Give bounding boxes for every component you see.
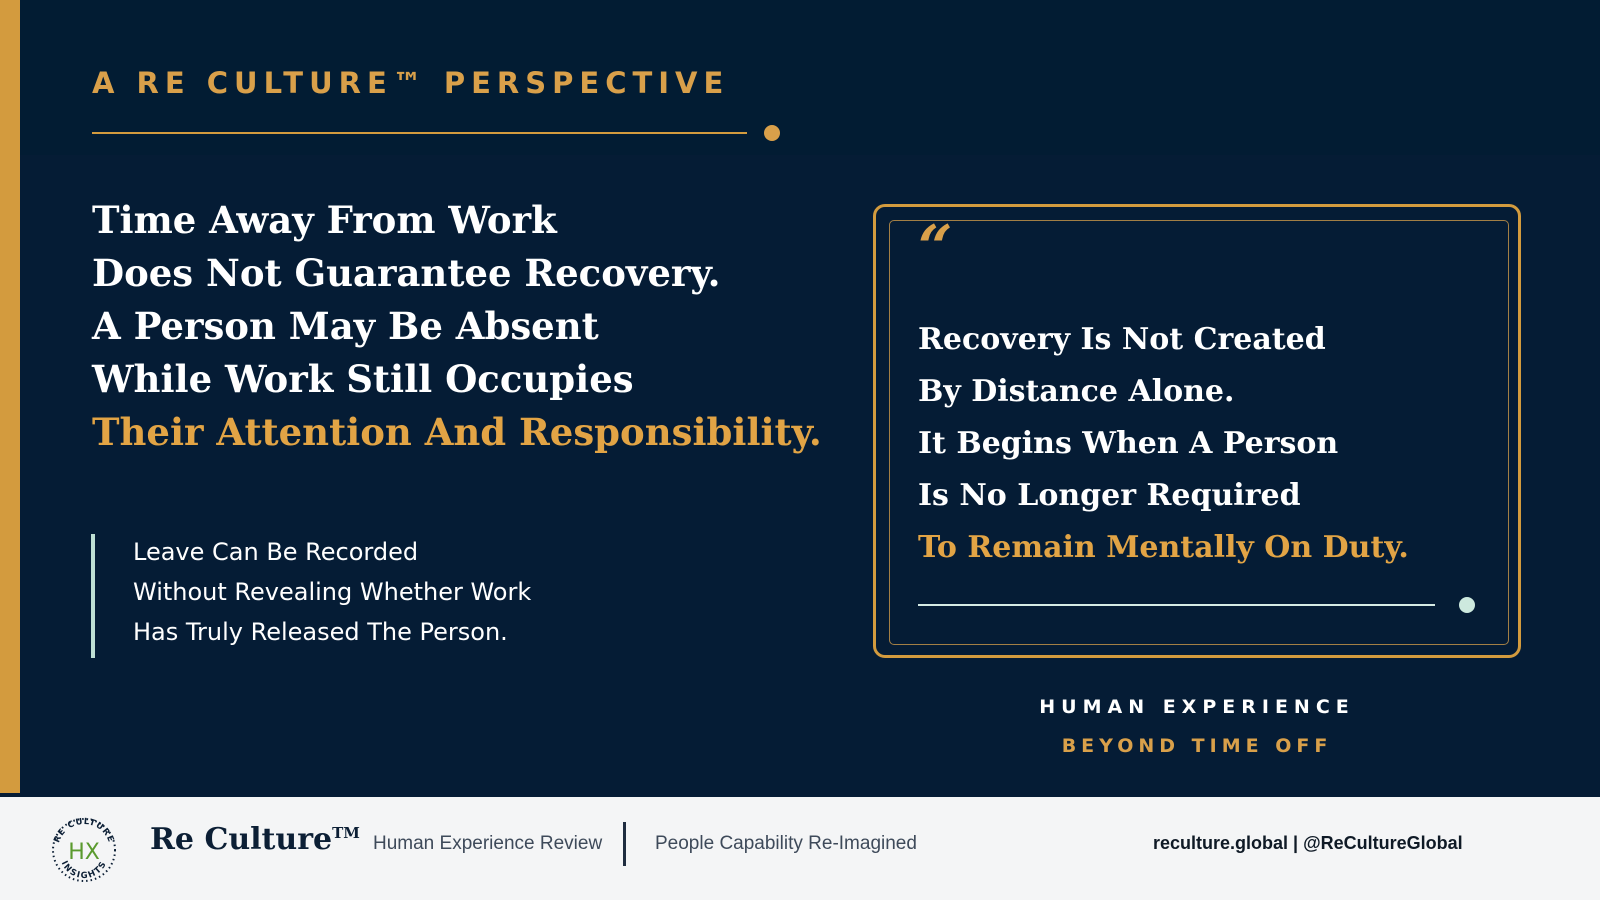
headline-highlight: Their Attention And Responsibility. [92,410,822,454]
quote-mark-icon: “ [918,213,953,283]
svg-text:RE CULTURE: RE CULTURE [52,816,116,845]
quote-text [918,314,1508,574]
note-line: Leave Can Be Recorded [133,538,419,566]
tagline-secondary: BEYOND TIME OFF [1061,735,1333,757]
quote-line: By Distance Alone. [918,374,1235,409]
section-kicker: A RE CULTURE™ PERSPECTIVE [92,66,730,100]
side-note [91,534,531,658]
trademark-mark: TM [332,824,360,842]
svg-text:INSIGHTS: INSIGHTS [58,859,110,882]
footer-contact: reculture.global | @ReCultureGlobal [1153,833,1463,853]
headline-line: While Work Still Occupies [92,357,634,401]
left-accent-bar [0,0,20,793]
brand-name: Re Culture™ [150,822,360,857]
kicker-dot [764,125,780,141]
svg-text:HX: HX [68,840,100,865]
quote-divider [918,604,1435,606]
headline-line: Time Away From Work [92,198,557,242]
tagline-primary: HUMAN EXPERIENCE [1039,696,1355,718]
footer-divider [623,822,626,866]
quote-dot [1459,597,1475,613]
kicker-divider [92,132,747,134]
quote-highlight: To Remain Mentally On Duty. [918,530,1409,565]
footer-item-review: Human Experience Review [373,833,603,854]
re-culture-insights-logo [48,812,120,884]
headline [92,194,852,459]
headline-line: A Person May Be Absent [92,304,599,348]
quote-line: Recovery Is Not Created [918,322,1326,357]
headline-line: Does Not Guarantee Recovery. [92,251,721,295]
quote-line: Is No Longer Required [918,478,1301,513]
footer-item-capability: People Capability Re-Imagined [655,833,917,854]
quote-line: It Begins When A Person [918,426,1339,461]
note-line: Without Revealing Whether Work [133,578,532,606]
note-line: Has Truly Released The Person. [133,618,508,646]
